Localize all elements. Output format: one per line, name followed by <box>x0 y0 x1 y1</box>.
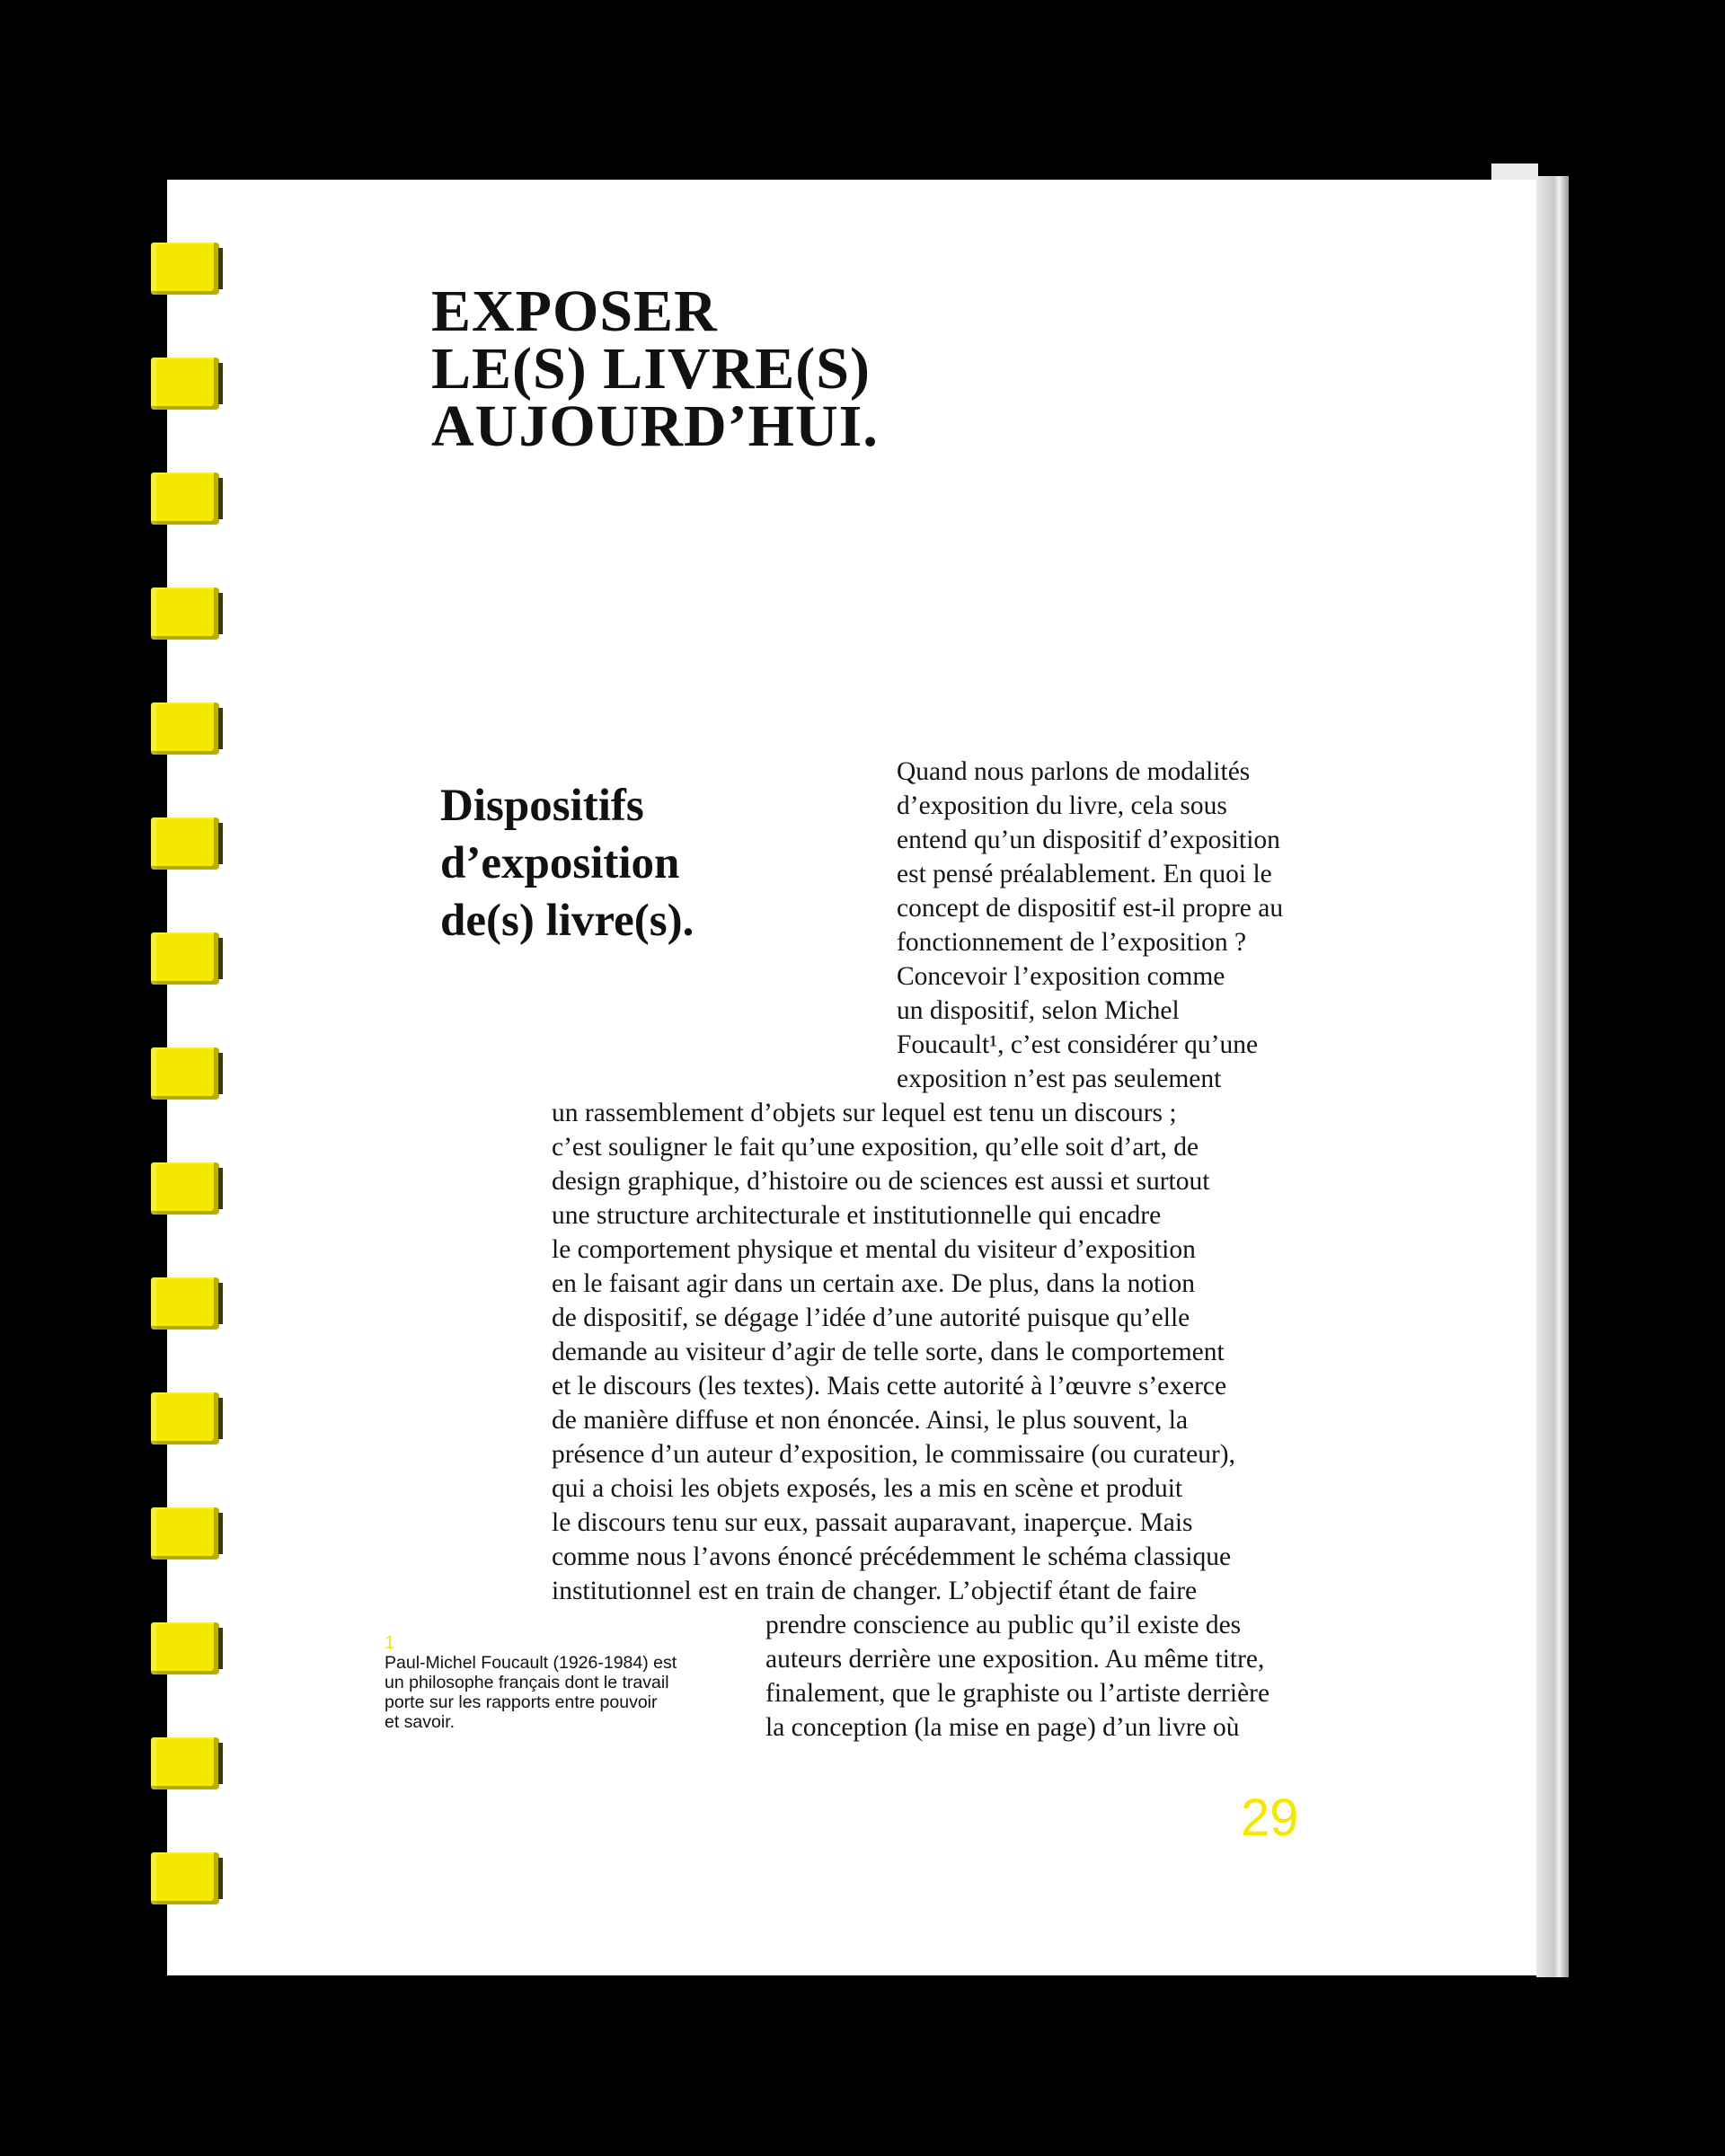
page-edge-top <box>1491 163 1538 181</box>
section-heading-line: d’exposition <box>440 838 680 888</box>
body-line: demande au visiteur d’agir de telle sorte, dans le comportement <box>552 1338 1225 1366</box>
body-line: en le faisant agir dans un certain axe. De plus, dans la notion <box>552 1269 1195 1298</box>
body-text-bottom <box>765 1608 1269 1745</box>
body-line: Quand nous parlons de modalités <box>897 757 1251 786</box>
binding-ring <box>151 1622 219 1674</box>
body-text-top <box>897 755 1283 1096</box>
body-line: comme nous l’avons énoncé précédemment le schéma classique <box>552 1542 1232 1571</box>
footnote-line: un philosophe français dont le travail <box>385 1673 669 1692</box>
page-stack-edge <box>1536 176 1569 1977</box>
footnote-line: Paul-Michel Foucault (1926-1984) est <box>385 1653 677 1673</box>
page-number: 29 <box>1241 1789 1299 1847</box>
body-line: institutionnel est en train de changer. L’objectif étant de faire <box>552 1577 1198 1605</box>
section-heading <box>440 777 694 950</box>
body-line: fonctionnement de l’exposition ? <box>897 928 1247 957</box>
section-heading-line: de(s) livre(s). <box>440 896 694 946</box>
title-line: LE(S) LIVRE(S) <box>431 336 871 402</box>
body-line: prendre conscience au public qu’il existe des <box>765 1611 1242 1639</box>
body-line: concept de dispositif est-il propre au <box>897 894 1284 923</box>
title-line: AUJOURD’HUI. <box>431 393 879 459</box>
body-line: présence d’un auteur d’exposition, le commissaire (ou curateur), <box>552 1440 1235 1469</box>
body-line: un rassemblement d’objets sur lequel est tenu un discours ; <box>552 1099 1177 1127</box>
binding-ring <box>151 243 219 295</box>
binding-ring <box>151 702 219 755</box>
body-line: Concevoir l’exposition comme <box>897 962 1225 991</box>
body-line: la conception (la mise en page) d’un livre où <box>765 1713 1240 1742</box>
binding-ring <box>151 817 219 870</box>
footnote-line: porte sur les rapports entre pouvoir <box>385 1692 658 1712</box>
binding-ring <box>151 1852 219 1904</box>
body-line: de dispositif, se dégage l’idée d’une autorité puisque qu’elle <box>552 1303 1190 1332</box>
footnote-line: et savoir. <box>385 1712 456 1732</box>
section-heading-line: Dispositifs <box>440 781 644 831</box>
binding-ring <box>151 932 219 985</box>
binding-ring <box>151 1507 219 1560</box>
body-line: finalement, que le graphiste ou l’artiste derrière <box>765 1679 1270 1708</box>
binding-ring <box>151 1277 219 1330</box>
body-line: un dispositif, selon Michel <box>897 996 1180 1025</box>
footnote <box>385 1633 726 1732</box>
body-line: est pensé préalablement. En quoi le <box>897 860 1272 888</box>
binding-ring <box>151 1162 219 1215</box>
binding-ring <box>151 1392 219 1445</box>
body-line: le discours tenu sur eux, passait auparavant, inaperçue. Mais <box>552 1508 1193 1537</box>
body-line: d’exposition du livre, cela sous <box>897 791 1227 820</box>
page-title <box>431 278 879 459</box>
body-line: de manière diffuse et non énoncée. Ainsi, le plus souvent, la <box>552 1406 1189 1435</box>
footnote-number: 1 <box>385 1633 395 1653</box>
binding-ring <box>151 358 219 410</box>
body-line: auteurs derrière une exposition. Au même titre, <box>765 1645 1265 1674</box>
book-page <box>167 180 1536 1975</box>
body-line: exposition n’est pas seulement <box>897 1065 1222 1093</box>
body-line: design graphique, d’histoire ou de sciences est aussi et surtout <box>552 1167 1210 1196</box>
body-line: une structure architecturale et institutionnelle qui encadre <box>552 1201 1162 1230</box>
body-line: le comportement physique et mental du visiteur d’exposition <box>552 1235 1196 1264</box>
body-line: qui a choisi les objets exposés, les a mis en scène et produit <box>552 1474 1183 1503</box>
body-text-middle <box>552 1096 1235 1608</box>
binding-ring <box>151 1047 219 1100</box>
binding-ring <box>151 473 219 525</box>
footnote-text <box>385 1653 726 1732</box>
body-line: Foucault¹, c’est considérer qu’une <box>897 1030 1259 1059</box>
binding-ring <box>151 1737 219 1789</box>
title-line: EXPOSER <box>431 278 718 344</box>
body-line: c’est souligner le fait qu’une exposition, qu’elle soit d’art, de <box>552 1133 1199 1162</box>
body-line: et le discours (les textes). Mais cette autorité à l’œuvre s’exerce <box>552 1372 1227 1401</box>
binding-ring <box>151 588 219 640</box>
body-line: entend qu’un dispositif d’exposition <box>897 826 1280 854</box>
